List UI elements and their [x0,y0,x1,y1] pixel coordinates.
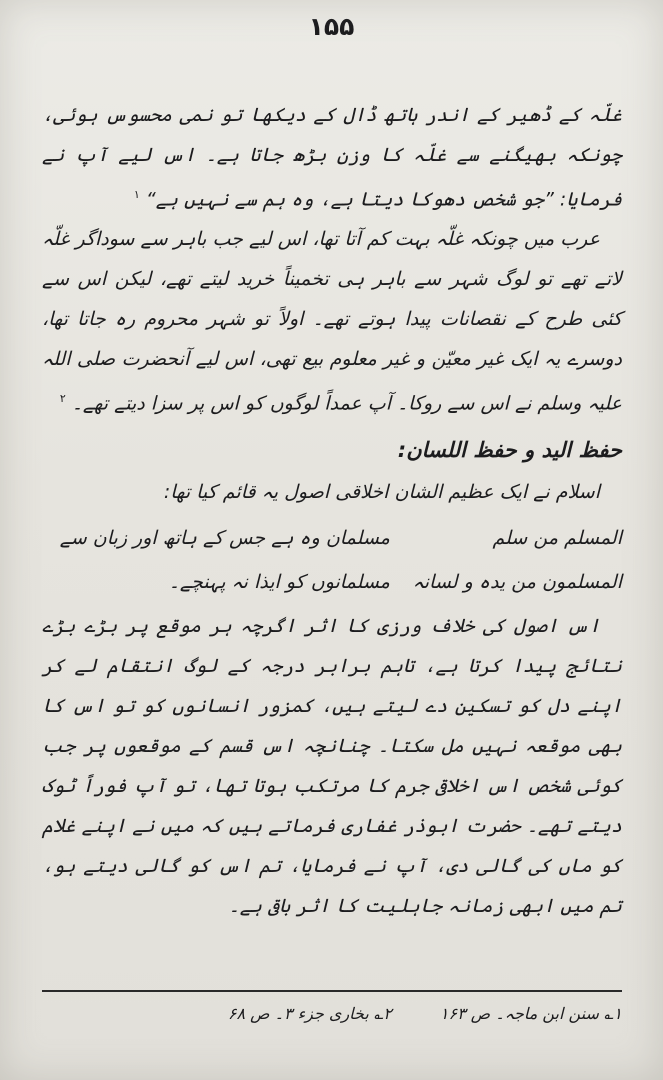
footnote-1: ۱؎ سنن ابن ماجہ۔ ص ۱۶۳ [439,1004,622,1023]
footnote-ref-1: ۱ [133,188,140,201]
hadith-block [42,512,622,606]
footnotes [42,1004,622,1023]
hadith-arabic: المسلم من سلم المسلمون من یدہ و لسانہ [412,526,622,593]
paragraph-2-text: عرب میں چونکہ غلّہ بہت کم آتا تھا، اس لیے جب باہر سے سوداگر غلّہ لاتے تھے تو لوگ شہر سے باہر ہی تخمیناً خرید لیتے تھے، لیکن اس سے کئی طرح کے نقصانات پیدا ہوتے تھے۔ اولاً تو شہر محروم رہ جاتا تھا، دوسرے یہ ایک غیر معیّن و غیر معلوم بیع تھی، اس لیے آنحضرت صلی اللہ علیہ وسلم نے اس سے روکا۔ آپ عمداً لوگوں کو اس پر سزا دیتے تھے۔ [42,228,622,415]
paragraph-1 [42,95,622,219]
paragraph-1-text: غلّہ کے ڈھیر کے اندر ہاتھ ڈال کے دیکھا تو نمی محسوس ہوئی، چونکہ بھیگنے سے غلّہ کا وزن بڑھ جاتا ہے۔ اس لیے آپ نے فرمایا: ”جو شخص دھوکا دیتا ہے، وہ ہم سے نہیں ہے“ [42,104,622,211]
page-number: ۱۵۵ [308,12,355,41]
paragraph-2 [42,219,622,423]
paragraph-4: اس اصول کی خلاف ورزی کا اثر اگرچہ ہر موقع پر بڑے بڑے نتائج پیدا کرتا ہے، تاہم برابر درجہ کے لوگ انتقام لے کر اپنے دل کو تسکین دے لیتے ہیں، کمزور انسانوں کو تو اس کا بھی موقعہ نہیں مل سکتا۔ چنانچہ اس قسم کے موقعوں پر جب کوئی شخص اس اخلاقی جرم کا مرتکب ہوتا تھا، تو آپ فوراً ٹوک دیتے تھے۔ حضرت ابوذر غفاری فرماتے ہیں کہ میں نے اپنے غلام کو ماں کی گالی دی، آپ نے فرمایا، تم اس کو گالی دیتے ہو، تم میں ابھی زمانہ جاہلیت کا اثر باقی ہے۔ [42,614,622,917]
section-heading: حفظ الید و حفظ اللسان: [397,437,622,462]
hadith-translation: مسلمان وہ ہے جس کے ہاتھ اور زبان سے مسلمانوں کو ایذا نہ پہنچے۔ [59,526,390,593]
footnote-ref-2: ۲ [59,392,66,406]
footnote-divider [42,990,622,992]
footnote-2: ۲؎ بخاری جزء ۳۔ ص ۶۸ [227,1004,392,1023]
paragraph-3: اسلام نے ایک عظیم الشان اخلاقی اصول یہ قائم کیا تھا: [163,480,600,503]
body-text [42,95,622,926]
